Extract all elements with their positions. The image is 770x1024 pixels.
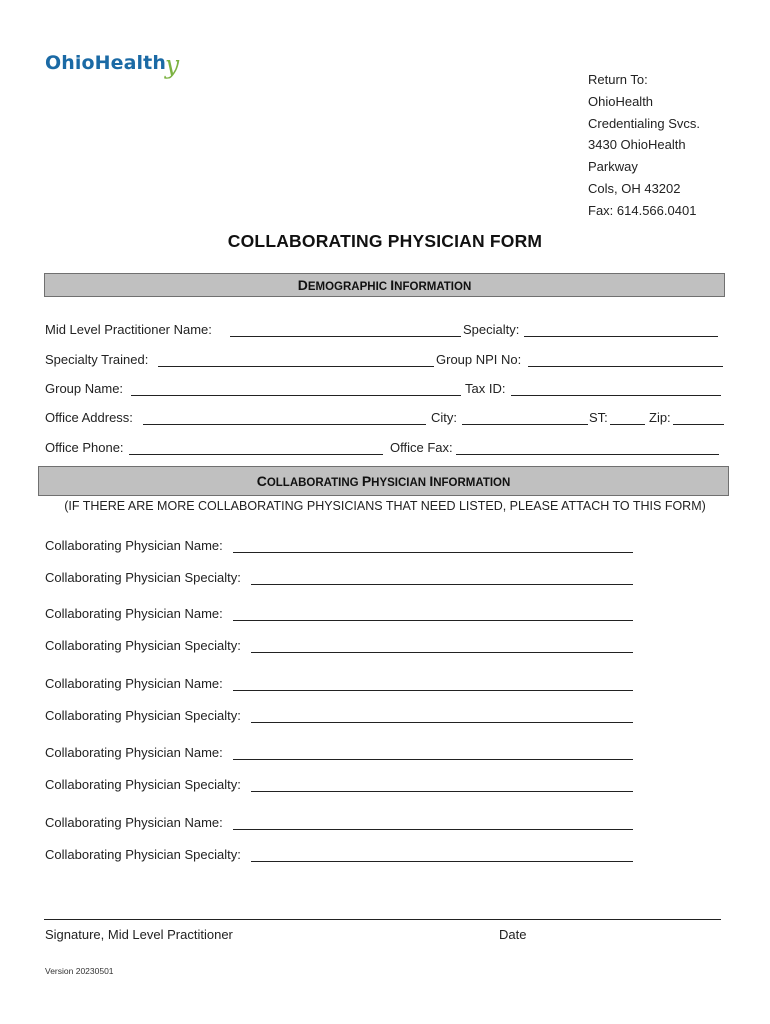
return-line: 3430 OhioHealth bbox=[588, 137, 686, 153]
physician-name-field[interactable] bbox=[233, 620, 633, 621]
return-address bbox=[588, 69, 700, 222]
office-fax-label: Office Fax: bbox=[390, 440, 453, 455]
physician-specialty-field[interactable] bbox=[251, 584, 633, 585]
group-npi-field[interactable] bbox=[528, 366, 723, 367]
physician-specialty-label: Collaborating Physician Specialty: bbox=[45, 777, 241, 792]
demographic-section-header bbox=[44, 273, 725, 297]
city-field[interactable] bbox=[462, 424, 588, 425]
signature-line[interactable] bbox=[44, 919, 721, 920]
specialty-field[interactable] bbox=[524, 336, 718, 337]
return-line: Fax: 614.566.0401 bbox=[588, 202, 697, 218]
return-line: Cols, OH 43202 bbox=[588, 180, 681, 196]
ohiohealth-logo bbox=[45, 46, 180, 79]
header-text: I bbox=[390, 277, 395, 293]
return-line: OhioHealth bbox=[588, 93, 654, 109]
physician-name-label: Collaborating Physician Name: bbox=[45, 745, 223, 760]
physician-specialty-label: Collaborating Physician Specialty: bbox=[45, 708, 241, 723]
zip-field[interactable] bbox=[673, 424, 724, 425]
st-field[interactable] bbox=[610, 424, 645, 425]
physician-specialty-field[interactable] bbox=[251, 861, 633, 862]
signature-label: Signature, Mid Level Practitioner bbox=[45, 927, 233, 942]
physician-specialty-label: Collaborating Physician Specialty: bbox=[45, 570, 241, 585]
collaborating-section-header bbox=[38, 466, 729, 496]
tax-id-field[interactable] bbox=[511, 395, 721, 396]
logo-text: OhioHealth bbox=[45, 52, 166, 74]
return-line: Credentialing Svcs. bbox=[588, 115, 700, 131]
group-npi-label: Group NPI No: bbox=[436, 352, 522, 367]
header-text: NFORMATION bbox=[394, 281, 472, 293]
logo-y-mark: y bbox=[164, 50, 180, 79]
form-title: COLLABORATING PHYSICIAN FORM bbox=[227, 231, 543, 251]
mid-level-name-field[interactable] bbox=[230, 336, 461, 337]
city-label: City: bbox=[431, 410, 457, 425]
attach-note: (IF THERE ARE MORE COLLABORATING PHYSICIANS THAT NEED LISTED, PLEASE ATTACH TO THIS FORM) bbox=[64, 499, 706, 513]
physician-name-field[interactable] bbox=[233, 552, 633, 553]
specialty-trained-label: Specialty Trained: bbox=[45, 352, 149, 367]
header-text: EMOGRAPHIC bbox=[307, 281, 391, 293]
version-label: Version 20230501 bbox=[45, 966, 114, 976]
physician-specialty-field[interactable] bbox=[251, 652, 633, 653]
office-address-label: Office Address: bbox=[45, 410, 133, 425]
physician-name-label: Collaborating Physician Name: bbox=[45, 606, 223, 621]
physician-name-label: Collaborating Physician Name: bbox=[45, 538, 223, 553]
physician-name-field[interactable] bbox=[233, 829, 633, 830]
physician-specialty-field[interactable] bbox=[251, 791, 633, 792]
specialty-label: Specialty: bbox=[463, 322, 520, 337]
header-text: I bbox=[429, 473, 434, 489]
physician-name-label: Collaborating Physician Name: bbox=[45, 676, 223, 691]
return-line: Parkway bbox=[588, 159, 638, 175]
date-label: Date bbox=[499, 927, 527, 942]
mid-level-name-label: Mid Level Practitioner Name: bbox=[45, 322, 212, 337]
office-address-field[interactable] bbox=[143, 424, 426, 425]
office-phone-label: Office Phone: bbox=[45, 440, 124, 455]
header-text: D bbox=[297, 277, 308, 293]
physician-name-label: Collaborating Physician Name: bbox=[45, 815, 223, 830]
zip-label: Zip: bbox=[649, 410, 671, 425]
office-phone-field[interactable] bbox=[129, 454, 383, 455]
specialty-trained-field[interactable] bbox=[158, 366, 434, 367]
office-fax-field[interactable] bbox=[456, 454, 719, 455]
physician-specialty-field[interactable] bbox=[251, 722, 633, 723]
physician-name-field[interactable] bbox=[233, 759, 633, 760]
group-name-field[interactable] bbox=[131, 395, 461, 396]
st-label: ST: bbox=[589, 410, 608, 425]
header-text: OLLABORATING bbox=[266, 477, 362, 489]
tax-id-label: Tax ID: bbox=[465, 381, 506, 396]
header-text: P bbox=[361, 473, 372, 489]
return-line: Return To: bbox=[588, 72, 648, 87]
header-text: NFORMATION bbox=[433, 477, 511, 489]
header-text: HYSICIAN bbox=[371, 477, 430, 489]
group-name-label: Group Name: bbox=[45, 381, 124, 396]
physician-name-field[interactable] bbox=[233, 690, 633, 691]
physician-specialty-label: Collaborating Physician Specialty: bbox=[45, 847, 241, 862]
physician-specialty-label: Collaborating Physician Specialty: bbox=[45, 638, 241, 653]
header-text: C bbox=[256, 473, 267, 489]
